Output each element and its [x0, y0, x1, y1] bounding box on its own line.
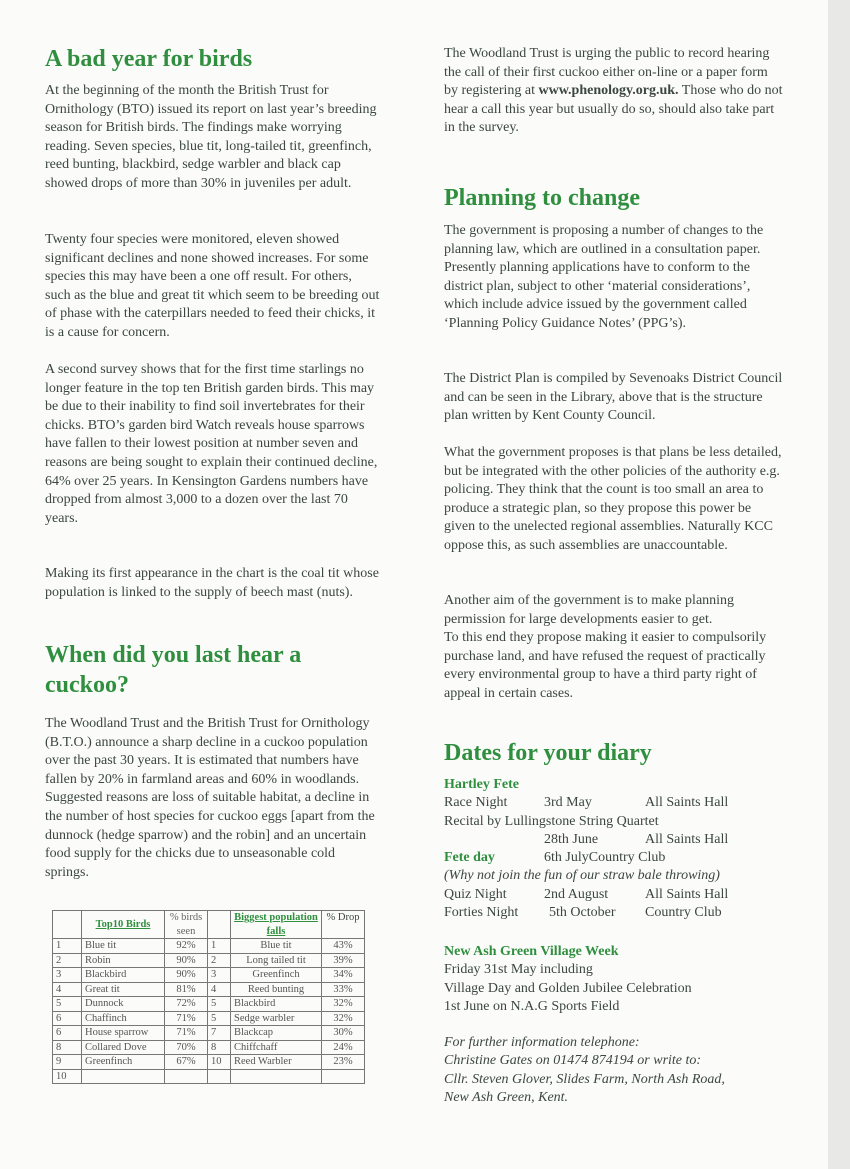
table-cell-fall: [231, 1069, 322, 1084]
table-cell-n: 6: [53, 1011, 82, 1026]
table-row: [53, 997, 365, 1012]
table-cell-fall: Long tailed tit: [231, 953, 322, 968]
table-cell-fall: Chiffchaff: [231, 1040, 322, 1055]
table-cell-drop: [322, 1069, 365, 1084]
nag-title: New Ash Green Village Week: [444, 944, 619, 959]
table-cell-n: 10: [53, 1069, 82, 1084]
cuckoo-heading: When did you last hear a cuckoo?: [45, 642, 302, 698]
table-cell-seen: 92%: [165, 939, 208, 954]
table-cell-n: 9: [53, 1055, 82, 1070]
birds-paragraph-3: A second survey shows that for the first time starlings no longer feature in the top ten British garden birds. This may be due to their inability to find soil invertebrates for their chicks. BTO’s garden bird Watch reveals house sparrows have fallen to their lowest position at number seven and reasons are being sought to explain their continued decline, 64% over 25 years. In Kensington Gardens numbers have dropped from almost 3,000 to a dozen over the last 70 years.: [45, 362, 378, 526]
table-cell-bird: Robin: [82, 953, 165, 968]
table-cell-n2: 7: [208, 1026, 231, 1041]
event-forties-night: Forties Night 5th October Country Club: [444, 905, 722, 921]
table-row: [53, 1011, 365, 1026]
table-cell-n2: 4: [208, 982, 231, 997]
birds-table: [52, 910, 365, 1084]
contact-info: For further information telephone: Christine Gates on 01474 874194 or write to: Cllr. Steven Glover, Slides Farm, North Ash Road, New Ash Green, Kent.: [444, 1035, 725, 1105]
table-cell-fall: Reed Warbler: [231, 1055, 322, 1070]
table-cell-n2: [208, 1069, 231, 1084]
table-row: [53, 968, 365, 983]
table-cell-n2: 5: [208, 997, 231, 1012]
fete-note: (Why not join the fun of our straw bale throwing): [444, 868, 720, 884]
table-cell-seen: 71%: [165, 1026, 208, 1041]
table-cell-bird: Chaffinch: [82, 1011, 165, 1026]
table-cell-seen: 90%: [165, 968, 208, 983]
header-seen: % birds seen: [165, 911, 208, 939]
table-cell-drop: 23%: [322, 1055, 365, 1070]
table-cell-fall: Blue tit: [231, 939, 322, 954]
table-cell-n: 2: [53, 953, 82, 968]
hartley-fete-title: Hartley Fete: [444, 777, 520, 792]
table-cell-n: 5: [53, 997, 82, 1012]
table-cell-seen: 71%: [165, 1011, 208, 1026]
table-cell-fall: Blackcap: [231, 1026, 322, 1041]
table-cell-bird: Collared Dove: [82, 1040, 165, 1055]
cuckoo-paragraph-2: The Woodland Trust is urging the public to record hearing the call of their first cuckoo either on-line or a paper form by registering at www.phenology.org.uk. Those who do not hear a call this year but usually do so, should also take part in the survey.: [444, 46, 783, 136]
header-top10: Top10 Birds: [82, 911, 165, 939]
table-cell-seen: 70%: [165, 1040, 208, 1055]
table-cell-n2: 3: [208, 968, 231, 983]
event-quiz-night: Quiz Night 2nd August All Saints Hall: [444, 886, 729, 902]
event-fete-day: Fete day 6th JulyCountry Club: [444, 850, 666, 866]
diary-list: [444, 776, 784, 922]
table-cell-n2: 8: [208, 1040, 231, 1055]
table-cell-drop: 30%: [322, 1026, 365, 1041]
table-row: [53, 1040, 365, 1055]
page-edge: [828, 0, 850, 1169]
table-cell-bird: Dunnock: [82, 997, 165, 1012]
table-row: [53, 1069, 365, 1084]
table-cell-fall: Blackbird: [231, 997, 322, 1012]
table-row: [53, 939, 365, 954]
planning-paragraph-2: The District Plan is compiled by Sevenoaks District Council and can be seen in the Library, above that is the structure plan written by Kent County Council.: [444, 371, 783, 424]
birds-paragraph-4: Making its first appearance in the chart is the coal tit whose population is linked to the supply of beech mast (nuts).: [45, 566, 379, 600]
table-cell-fall: Greenfinch: [231, 968, 322, 983]
table-cell-n: 8: [53, 1040, 82, 1055]
table-cell-seen: [165, 1069, 208, 1084]
table-cell-drop: 39%: [322, 953, 365, 968]
table-cell-n: 1: [53, 939, 82, 954]
table-cell-drop: 24%: [322, 1040, 365, 1055]
table-row: [53, 953, 365, 968]
header-falls: Biggest population falls: [231, 911, 322, 939]
table-cell-drop: 43%: [322, 939, 365, 954]
table-cell-fall: Reed bunting: [231, 982, 322, 997]
table-header-row: [53, 911, 365, 939]
table-cell-n: 3: [53, 968, 82, 983]
table-cell-seen: 67%: [165, 1055, 208, 1070]
header-drop: % Drop: [322, 911, 365, 939]
table-cell-n: 4: [53, 982, 82, 997]
planning-paragraph-5: To this end they propose making it easier to compulsorily purchase land, and have refused the request of practically every environmental group to have a third party right of appeal in certain cases.: [444, 630, 767, 701]
planning-paragraph-1: The government is proposing a number of changes to the planning law, which are outlined in a consultation paper. Presently planning applications have to conform to the district plan, subject to other ‘material considerations’, which include advice issued by the government called ‘Planning Policy Guidance Notes’ (PPG’s).: [444, 223, 764, 331]
table-row: [53, 1055, 365, 1070]
birds-paragraph-2: Twenty four species were monitored, eleven showed significant declines and none showed increases. For some species this may have been a one off result. For others, such as the blue and great tit which seem to be breeding out of phase with the caterpillars needed to feed their chicks, it is a cause for concern.: [45, 232, 380, 340]
event-race-night: Race Night 3rd May All Saints Hall: [444, 795, 729, 811]
table-cell-bird: Blackbird: [82, 968, 165, 983]
table-row: [53, 1026, 365, 1041]
table-cell-bird: Greenfinch: [82, 1055, 165, 1070]
table-cell-n2: 1: [208, 939, 231, 954]
cuckoo-paragraph: The Woodland Trust and the British Trust for Ornithology (B.T.O.) announce a sharp decline in a cuckoo population over the past 30 years. It is estimated that numbers have fallen by 20% in farmland areas and 60% in woodlands. Suggested reasons are loss of suitable habitat, a decline in the number of host species for cuckoo eggs [apart from the dunnock (hedge sparrow) and the robin] and an uncertain food supply for the chicks due to unseasonable cold springs.: [45, 716, 375, 880]
table-cell-drop: 32%: [322, 1011, 365, 1026]
table-cell-seen: 81%: [165, 982, 208, 997]
table-cell-n2: 10: [208, 1055, 231, 1070]
table-cell-drop: 33%: [322, 982, 365, 997]
table-cell-n2: 2: [208, 953, 231, 968]
planning-paragraph-4: Another aim of the government is to make planning permission for large developments easier to get.: [444, 593, 735, 627]
table-cell-n: 6: [53, 1026, 82, 1041]
table-cell-bird: House sparrow: [82, 1026, 165, 1041]
table-cell-bird: Blue tit: [82, 939, 165, 954]
table-cell-seen: 90%: [165, 953, 208, 968]
table-cell-seen: 72%: [165, 997, 208, 1012]
nag-village-week: New Ash Green Village Week Friday 31st May including Village Day and Golden Jubilee Celebration 1st June on N.A.G Sports Field: [444, 944, 692, 1014]
phenology-link[interactable]: www.phenology.org.uk.: [538, 83, 679, 99]
event-recital: Recital by Lullingstone String Quartet: [444, 813, 659, 829]
table-row: [53, 982, 365, 997]
birds-heading: A bad year for birds: [45, 46, 253, 72]
planning-paragraph-3: What the government proposes is that plans be less detailed, but be integrated with the other policies of the authority e.g. policing. They think that the count is too small an area to produce a strategic plan, so they propose this power be given to the unelected regional assemblies. Naturally KCC oppose this, as such assemblies are unaccountable.: [444, 445, 782, 553]
event-recital-date: 28th June All Saints Hall: [544, 831, 729, 847]
table-cell-bird: [82, 1069, 165, 1084]
birds-paragraph-1: At the beginning of the month the British Trust for Ornithology (BTO) issued its report on last year’s breeding season for British birds. The findings make worrying reading. Seven species, blue tit, long-tailed tit, greenfinch, reed bunting, blackbird, sedge warbler and black cap showed drops of more than 30% in juveniles per adult.: [45, 83, 377, 191]
table-cell-bird: Great tit: [82, 982, 165, 997]
table-cell-drop: 34%: [322, 968, 365, 983]
table-cell-drop: 32%: [322, 997, 365, 1012]
table-cell-n2: 5: [208, 1011, 231, 1026]
table-cell-fall: Sedge warbler: [231, 1011, 322, 1026]
planning-heading: Planning to change: [444, 185, 641, 211]
diary-heading: Dates for your diary: [444, 740, 652, 766]
